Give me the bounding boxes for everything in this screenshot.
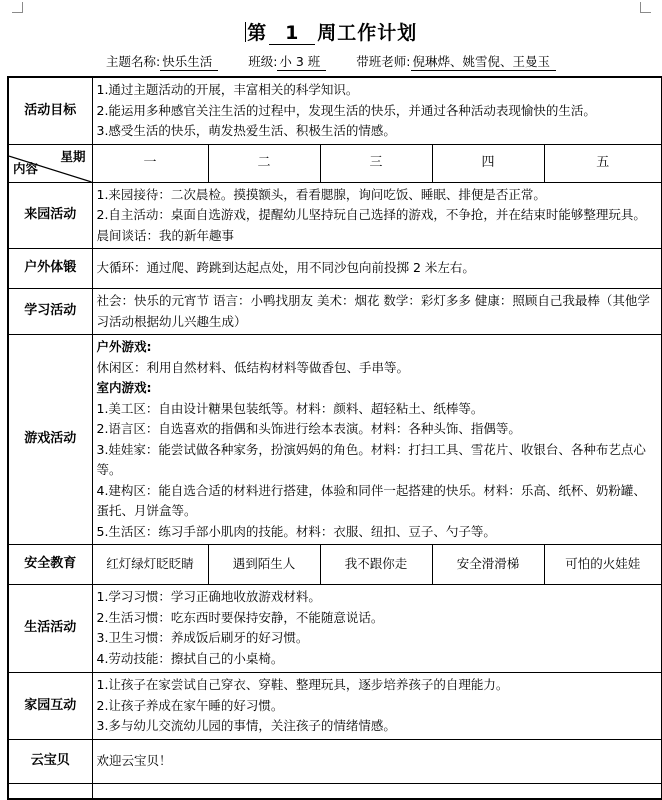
game-line: 4.建构区：能自选合适的材料进行搭建，体验和同伴一起搭建的快乐。材料：乐高、纸杯、奶粉罐、蛋托、月饼盒等。 (96, 482, 646, 518)
safety-item[interactable]: 我不跟你走 (320, 545, 432, 585)
day-monday: 一 (92, 144, 208, 182)
arrival-content[interactable] (92, 182, 662, 249)
cloud-content[interactable]: 欢迎云宝贝！ (92, 739, 662, 783)
row-games (8, 335, 662, 545)
week-number[interactable]: 1 (269, 22, 315, 45)
class-label: 班级: (248, 54, 278, 69)
study-content[interactable]: 社会：快乐的元宵节 语言：小鸭找朋友 美术：烟花 数学：彩灯多多 健康：照顾自己我最棒（其他学习活动根据幼儿兴趣生成） (92, 289, 662, 335)
game-line: 3.娃娃家：能尝试做各种家务，扮演妈妈的角色。材料：打扫工具、雪花片、收银台、各种布艺点心等。 (96, 441, 646, 477)
home-content[interactable] (92, 673, 662, 740)
title-prefix: 第 (247, 22, 268, 44)
safety-label: 安全教育 (8, 545, 92, 585)
row-safety (8, 545, 662, 585)
day-wednesday: 三 (320, 144, 432, 182)
outdoor-label: 户外体锻 (8, 249, 92, 289)
row-cloud (8, 739, 662, 783)
arrival-line: 1.来园接待：二次晨检。摸摸额头，看看腮腺，询问吃饭、睡眠、排便是否正常。 (96, 186, 546, 202)
outdoor-games-heading: 户外游戏: (96, 339, 152, 354)
home-line: 1.让孩子在家尝试自己穿衣、穿鞋、整理玩具，逐步培养孩子的自理能力。 (96, 677, 509, 692)
game-line: 2.语言区：自选喜欢的指偶和头饰进行绘本表演。材料：各种头饰、指偶等。 (96, 421, 521, 436)
game-line: 休闲区：利用自然材料、低结构材料等做香包、手串等。 (96, 359, 410, 375)
header-content-label: 内容 (13, 161, 39, 176)
page-corner-mark-right (640, 2, 651, 13)
arrival-label: 来园活动 (8, 182, 92, 249)
cloud-label: 云宝贝 (8, 739, 92, 783)
row-partial (8, 783, 662, 799)
row-weekday-header (8, 144, 662, 182)
row-arrival (8, 182, 662, 249)
game-line: 5.生活区：练习手部小肌肉的技能。材料：衣服、纽扣、豆子、勺子等。 (96, 523, 496, 539)
life-line: 2.生活习惯：吃东西时要保持安静，不能随意说话。 (96, 609, 384, 625)
goals-content[interactable] (92, 77, 662, 144)
life-content[interactable] (92, 585, 662, 673)
diagonal-header-cell (8, 144, 92, 182)
page-title (0, 18, 662, 45)
home-line: 3.多与幼儿交流幼儿园的事情，关注孩子的情绪情感。 (96, 718, 396, 733)
title-suffix: 周工作计划 (317, 22, 418, 44)
safety-item[interactable]: 红灯绿灯眨眨睛 (92, 545, 208, 585)
study-label: 学习活动 (8, 289, 92, 335)
goals-label: 活动目标 (8, 77, 92, 144)
partial-cell (92, 783, 662, 799)
life-line: 1.学习习惯：学习正确地收放游戏材料。 (96, 589, 321, 604)
goal-line: 3.感受生活的快乐，萌发热爱生活、积极生活的情感。 (96, 123, 396, 138)
day-friday: 五 (544, 144, 662, 182)
teacher-label: 带班老师: (356, 54, 411, 69)
class-value[interactable]: 小 3 班 (277, 54, 326, 71)
games-content[interactable] (92, 335, 662, 545)
home-label: 家园互动 (8, 673, 92, 740)
text-cursor (245, 22, 247, 42)
goal-line: 1.通过主题活动的开展，丰富相关的科学知识。 (96, 82, 359, 97)
safety-item[interactable]: 遇到陌生人 (208, 545, 320, 585)
theme-value[interactable]: 快乐生活 (160, 54, 218, 71)
life-line: 3.卫生习惯：养成饭后刷牙的好习惯。 (96, 630, 309, 645)
life-line: 4.劳动技能：擦拭自己的小桌椅。 (96, 650, 284, 666)
life-label: 生活活动 (8, 585, 92, 673)
header-week-label: 星期 (60, 148, 86, 164)
row-home (8, 673, 662, 740)
games-label: 游戏活动 (8, 335, 92, 545)
game-line: 1.美工区：自由设计糖果包装纸等。材料：颜料、超轻粘土、纸棒等。 (96, 400, 484, 416)
home-line: 2.让孩子养成在家午睡的好习惯。 (96, 697, 284, 713)
row-life (8, 585, 662, 673)
day-thursday: 四 (432, 144, 544, 182)
page-corner-mark-left (12, 2, 23, 13)
partial-cell (8, 783, 92, 799)
outdoor-content[interactable]: 大循环：通过爬、跨跳到达起点处，用不同沙包向前投掷 2 米左右。 (92, 249, 662, 289)
arrival-line: 2.自主活动：桌面自选游戏，提醒幼儿坚持玩自己选择的游戏，不争抢，并在结束时能够整理玩具。晨间谈话：我的新年趣事 (96, 207, 646, 243)
row-outdoor (8, 249, 662, 289)
row-goals (8, 77, 662, 144)
indoor-games-heading: 室内游戏: (96, 380, 152, 395)
safety-item[interactable]: 安全滑滑梯 (432, 545, 544, 585)
theme-label: 主题名称: (105, 54, 161, 69)
row-study (8, 289, 662, 335)
day-tuesday: 二 (208, 144, 320, 182)
goal-line: 2.能运用多种感官关注生活的过程中，发现生活的快乐，并通过各种活动表现愉快的生活。 (96, 102, 596, 118)
teacher-value[interactable]: 倪琳烨、姚雪倪、王曼玉 (411, 54, 557, 71)
weekly-plan-table (7, 76, 662, 800)
plan-info-line (0, 52, 662, 70)
safety-item[interactable]: 可怕的火娃娃 (544, 545, 662, 585)
